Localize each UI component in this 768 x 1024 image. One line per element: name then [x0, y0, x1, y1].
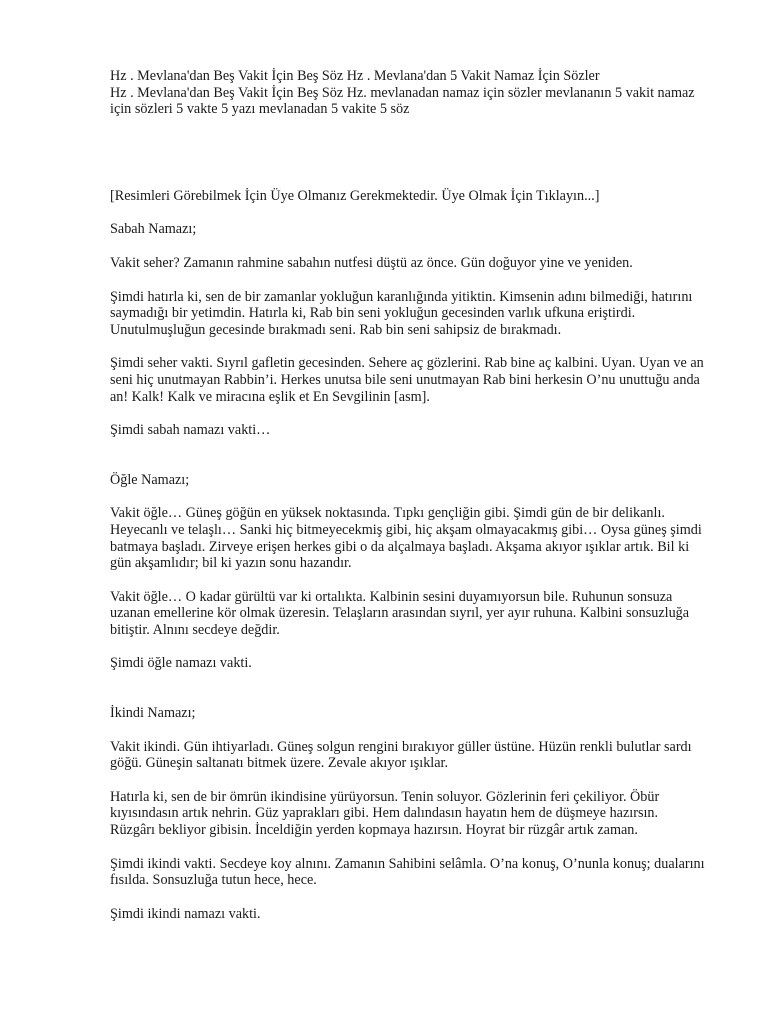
- paragraph: Rüzgârı bekliyor gibisin. İnceldiğin yerden kopmaya hazırsın. Hoyrat bir rüzgâr artık zaman.: [110, 822, 638, 839]
- paragraph: Vakit öğle… O kadar gürültü var ki ortalıkta. Kalbinin sesini duyamıyorsun bile. Ruhunun sonsuza uzanan emellerine kör olmak üzeresin. Telaşların arasından sıyrıl, yer ayır ruhuna. Kalbini sonsuzluğa bitiştir. Alnını secdeye değdir.: [110, 588, 690, 638]
- paragraph: Vakit seher? Zamanın rahmine sabahın nutfesi düştü az önce. Gün doğuyor yine ve yeniden.: [110, 254, 633, 271]
- document-title-line: Hz . Mevlana'dan Beş Vakit İçin Beş Söz Hz . Mevlana'dan 5 Vakit Namaz İçin Sözler: [110, 68, 600, 84]
- document-page: [110, 68, 710, 922]
- section-title-sabah: Sabah Namazı;: [110, 221, 197, 238]
- paragraph: Şimdi ikindi namazı vakti.: [110, 905, 261, 922]
- paragraph: Şimdi ikindi vakti. Secdeye koy alnını. Zamanın Sahibini selâmla. O’na konuş, O’nunla konuş; dualarını fısılda. Sonsuzluğa tutun hece, hece.: [110, 855, 705, 889]
- member-signup-link[interactable]: [Resimleri Görebilmek İçin Üye Olmanız Gerekmektedir. Üye Olmak İçin Tıklayın...]: [110, 187, 600, 204]
- paragraph: Vakit ikindi. Gün ihtiyarladı. Güneş solgun rengini bırakıyor güller üstüne. Hüzün renkli bulutlar sardı göğü. Güneşin saltanatı bitmek üzere. Zevale akıyor ışıklar.: [110, 738, 692, 772]
- paragraph: Hatırla ki, sen de bir ömrün ikindisine yürüyorsun. Tenin soluyor. Gözlerinin feri çekiliyor. Öbür kıyısındasın artık nehrin. Güz yaprakları gibi. Hem dalındasın hayatın hem de düşmeye hazırsın.: [110, 788, 660, 822]
- paragraph: Şimdi sabah namazı vakti…: [110, 422, 271, 439]
- member-notice[interactable]: [110, 188, 710, 205]
- paragraph: Şimdi öğle namazı vakti.: [110, 655, 252, 672]
- spacer: [110, 118, 710, 188]
- paragraph: Vakit öğle… Güneş göğün en yüksek noktasında. Tıpkı gençliğin gibi. Şimdi gün de bir delikanlı. Heyecanlı ve telaşlı… Sanki hiç bitmeyecekmiş gibi, hiç akşam olmayacakmış gibi… Oysa güneş şimdi batmaya başladı. Zirveye erişen herkes gibi o da alçalmaya başladı. Akşama akıyor ışıklar artık. Bil ki gün akşamlıdır; bil ki yazın sonu hazandır.: [110, 505, 702, 572]
- document-description: Hz . Mevlana'dan Beş Vakit İçin Beş Söz Hz. mevlanadan namaz için sözler mevlananın 5 vakit namaz için sözleri 5 vakte 5 yazı mevlanadan 5 vakite 5 söz: [110, 84, 695, 118]
- paragraph: Şimdi seher vakti. Sıyrıl gafletin gecesinden. Sehere aç gözlerini. Rab bine aç kalbini. Uyan. Uyan ve an seni hiç unutmayan Rabbin’i. Herkes unutsa bile seni unutmayan Rab bini herkesin O’nu unuttuğu anda an! Kalk! Kalk ve miracına eşlik et En Sevgilinin [asm].: [110, 355, 704, 405]
- section-title-ikindi: İkindi Namazı;: [110, 705, 196, 722]
- section-title-ogle: Öğle Namazı;: [110, 471, 190, 488]
- paragraph: Şimdi hatırla ki, sen de bir zamanlar yokluğun karanlığında yitiktin. Kimsenin adını bilmediği, hatırını saymadığı bir yetimdin. Hatırla ki, Rab bin seni yokluğun gecesinden varlık ufkuna eriştirdi. Unutulmuşluğun gecesinde bırakmadı seni. Rab bin seni sahipsiz de bırakmadı.: [110, 288, 693, 338]
